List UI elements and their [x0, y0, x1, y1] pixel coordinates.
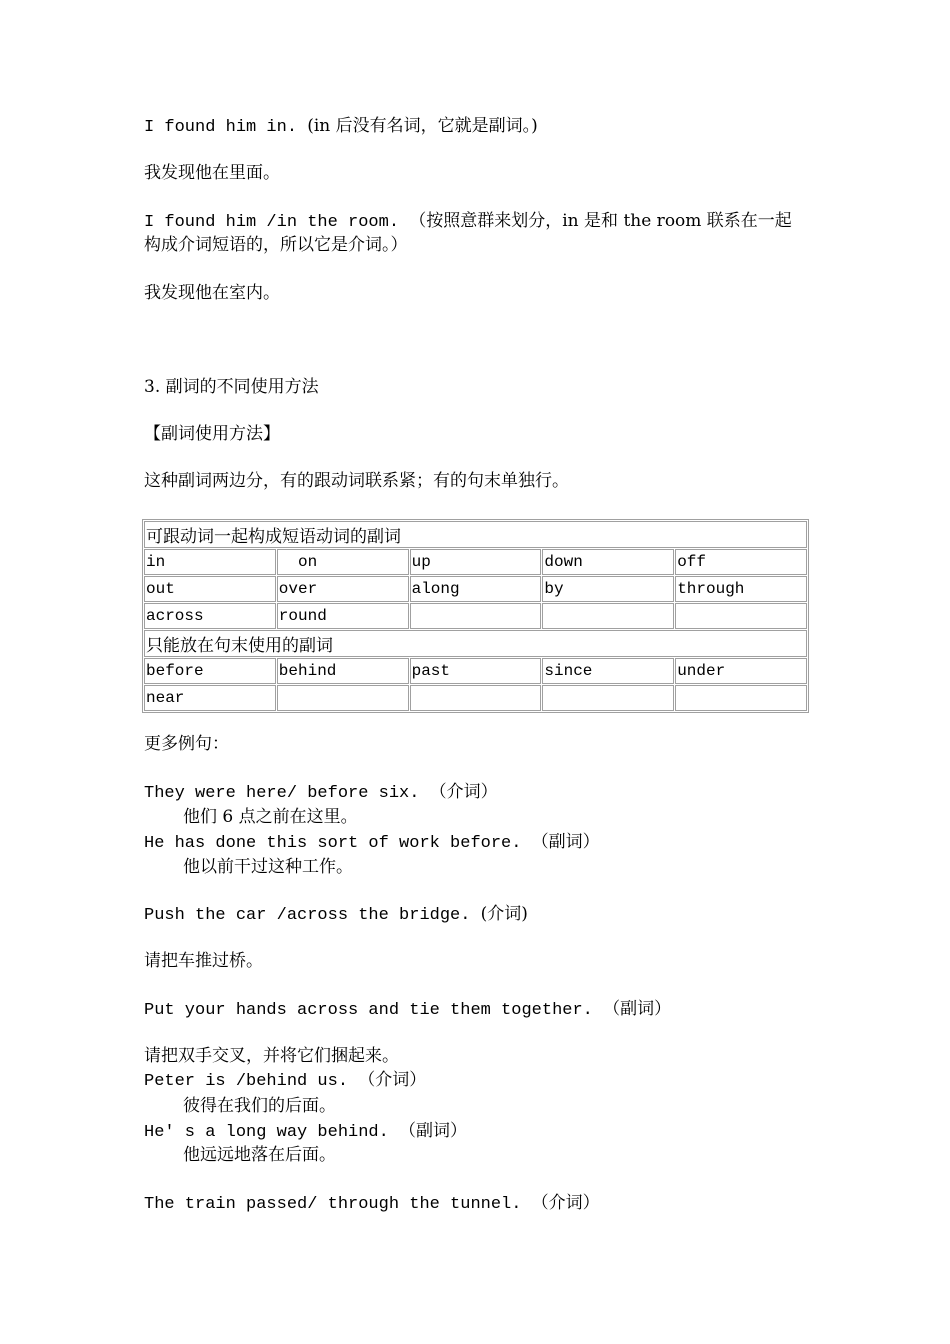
sentence-translation: 彼得在我们的后面。: [183, 1096, 336, 1116]
usage-heading: 【副词使用方法】: [144, 424, 280, 444]
table-cell: under: [675, 658, 807, 684]
table-row: [144, 603, 807, 629]
part-of-speech-tag: （介词）: [358, 1070, 427, 1090]
example-sentence: [144, 781, 498, 805]
sentence-english: He′ s a long way behind.: [144, 1123, 400, 1142]
adverb-table: [142, 519, 809, 713]
table-row: [144, 576, 807, 602]
sentence-english: He has done this sort of work before.: [144, 834, 532, 853]
sentence-english: Put your hands across and tie them together.: [144, 1001, 604, 1020]
table-cell: in: [144, 549, 276, 575]
example-sentence: [144, 903, 528, 927]
part-of-speech-tag: （介词）: [429, 782, 498, 802]
translation-2: 我发现他在室内。: [144, 283, 280, 303]
example-sentence: [144, 1192, 600, 1216]
group-title-phrasal: 可跟动词一起构成短语动词的副词: [144, 521, 807, 548]
table-group-row: [144, 630, 807, 657]
sentence-english: Peter is /behind us.: [144, 1072, 359, 1091]
table-cell: round: [277, 603, 409, 629]
sentence-english: I found him in.: [144, 118, 308, 137]
part-of-speech-tag: （副词）: [603, 999, 672, 1019]
sentence-translation: 请把双手交叉，并将它们捆起来。: [144, 1046, 399, 1066]
example-sentence: [144, 1069, 426, 1093]
table-cell: before: [144, 658, 276, 684]
table-cell: over: [277, 576, 409, 602]
section-title: 3. 副词的不同使用方法: [144, 377, 319, 397]
example-sentence: [144, 998, 671, 1022]
table-cell: past: [410, 658, 542, 684]
part-of-speech-tag: （介词）: [531, 1193, 600, 1213]
example-sentence: [144, 831, 600, 855]
table-row: [144, 658, 807, 684]
table-cell: [542, 603, 674, 629]
table-cell: [542, 685, 674, 711]
part-of-speech-tag: (介词): [480, 904, 528, 924]
part-of-speech-tag: （副词）: [399, 1121, 468, 1141]
table-cell: on: [277, 549, 409, 575]
sentence-english: The train passed/ through the tunnel.: [144, 1195, 532, 1214]
table-cell: [277, 685, 409, 711]
group-title-end-position: 只能放在句末使用的副词: [144, 630, 807, 657]
example-sentence-2: [144, 210, 792, 234]
table-cell: along: [410, 576, 542, 602]
table-cell: off: [675, 549, 807, 575]
table-cell: behind: [277, 658, 409, 684]
table-cell: out: [144, 576, 276, 602]
table-cell: [410, 603, 542, 629]
table-cell: across: [144, 603, 276, 629]
table-cell: by: [542, 576, 674, 602]
translation-1: 我发现他在里面。: [144, 163, 280, 183]
table-group-row: [144, 521, 807, 548]
sentence-english: Push the car /across the bridge.: [144, 906, 481, 925]
table-cell: near: [144, 685, 276, 711]
example-sentence: [144, 1120, 467, 1144]
table-cell: down: [542, 549, 674, 575]
sentence-english: I found him /in the room.: [144, 213, 410, 232]
table-cell: up: [410, 549, 542, 575]
sentence-translation: 他们 6 点之前在这里。: [183, 807, 358, 827]
table-cell: [410, 685, 542, 711]
usage-intro: 这种副词两边分，有的跟动词联系紧；有的句末单独行。: [144, 471, 569, 491]
sentence-translation: 请把车推过桥。: [144, 951, 263, 971]
sentence-translation: 他远远地落在后面。: [183, 1145, 336, 1165]
more-examples-heading: 更多例句：: [144, 734, 229, 754]
table-row: [144, 685, 807, 711]
sentence-translation: 他以前干过这种工作。: [183, 857, 353, 877]
example-sentence-1: [144, 115, 538, 139]
table-cell: [675, 685, 807, 711]
table-row: [144, 549, 807, 575]
sentence-note: （按照意群来划分，in 是和 the room 联系在一起: [409, 211, 792, 231]
example-sentence-2-continued: 构成介词短语的，所以它是介词。）: [144, 235, 408, 255]
table-cell: [675, 603, 807, 629]
table-cell: since: [542, 658, 674, 684]
part-of-speech-tag: （副词）: [531, 832, 600, 852]
sentence-note: (in 后没有名词，它就是副词。): [307, 116, 538, 136]
sentence-english: They were here/ before six.: [144, 784, 430, 803]
table-cell: through: [675, 576, 807, 602]
